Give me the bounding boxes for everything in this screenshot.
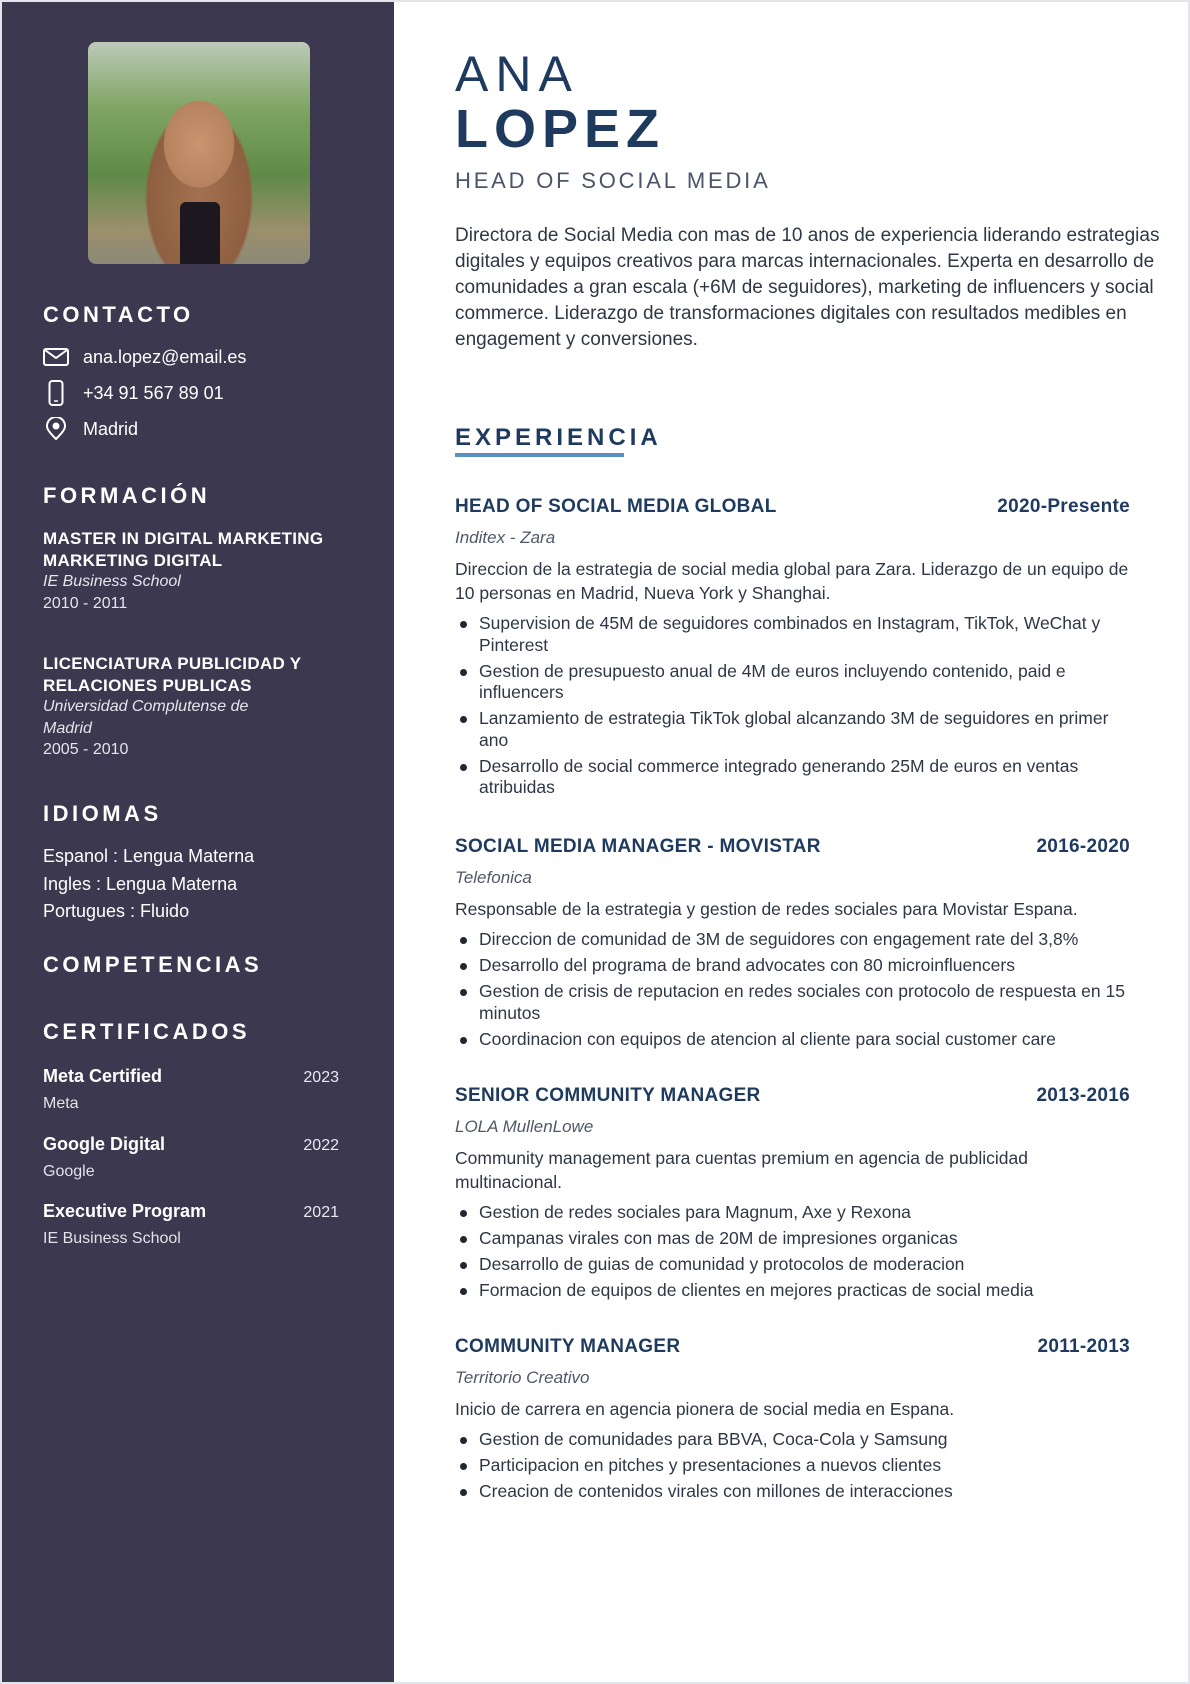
education-item <box>43 653 333 761</box>
company-name: LOLA MullenLowe <box>455 1117 594 1136</box>
achievement-item: Gestion de crisis de reputacion en redes sociales con protocolo de respuesta en 15 minutos <box>455 981 1130 1024</box>
achievement-item: Creacion de contenidos virales con millones de interacciones <box>455 1481 1130 1503</box>
phone-icon <box>42 381 70 405</box>
experience-heading: EXPERIENCIA <box>455 424 662 451</box>
contact-phone <box>42 381 224 405</box>
achievement-item: Desarrollo de social commerce integrado generando 25M de euros en ventas atribuidas <box>455 756 1130 799</box>
sidebar <box>2 2 394 1682</box>
education-heading: FORMACIÓN <box>43 483 211 508</box>
achievement-item: Supervision de 45M de seguidores combinados en Instagram, TikTok, WeChat y Pinterest <box>455 613 1130 656</box>
languages-heading: IDIOMAS <box>43 801 162 826</box>
certificate-year: 2022 <box>303 1137 339 1154</box>
school-name: IE Business School <box>43 573 181 590</box>
certificate-org: Google <box>43 1163 95 1180</box>
language-item: Ingles : Lengua Materna <box>43 873 238 894</box>
achievement-item: Desarrollo de guias de comunidad y protocolos de moderacion <box>455 1254 1130 1276</box>
achievement-list <box>455 929 1130 1050</box>
profile-photo <box>88 42 310 264</box>
experience-item <box>455 1336 1130 1507</box>
job-description: Responsable de la estrategia y gestion de redes sociales para Movistar Espana. <box>455 899 1078 919</box>
certificate-org: IE Business School <box>43 1230 181 1247</box>
job-title: HEAD OF SOCIAL MEDIA GLOBAL <box>455 496 777 517</box>
achievement-item: Direccion de comunidad de 3M de seguidores con engagement rate del 3,8% <box>455 929 1130 951</box>
certificate-year: 2023 <box>303 1069 339 1086</box>
job-role: HEAD OF SOCIAL MEDIA <box>455 168 771 193</box>
experience-item <box>455 496 1130 803</box>
achievement-item: Campanas virales con mas de 20M de impresiones organicas <box>455 1228 1130 1250</box>
education-years: 2005 - 2010 <box>43 741 129 758</box>
heading-underline <box>455 453 624 457</box>
achievement-list <box>455 613 1130 799</box>
location-value: Madrid <box>83 418 139 439</box>
last-name: LOPEZ <box>455 99 666 159</box>
job-description: Community management para cuentas premium en agencia de publicidad multinacional. <box>455 1148 1028 1192</box>
certificate-item <box>43 1201 339 1248</box>
achievement-item: Participacion en pitches y presentaciones a nuevos clientes <box>455 1455 1130 1477</box>
education-item <box>43 528 343 614</box>
certificate-item <box>43 1066 339 1113</box>
contact-heading: CONTACTO <box>43 302 194 327</box>
degree-title: MASTER IN DIGITAL MARKETING MARKETING DIGITAL <box>43 529 324 570</box>
phone-value[interactable]: +34 91 567 89 01 <box>83 382 224 403</box>
achievement-list <box>455 1429 1130 1503</box>
languages-list <box>43 843 254 926</box>
job-description: Inicio de carrera en agencia pionera de social media en Espana. <box>455 1399 955 1419</box>
achievement-item: Lanzamiento de estrategia TikTok global alcanzando 3M de seguidores en primer ano <box>455 708 1130 751</box>
company-name: Telefonica <box>455 868 532 887</box>
job-period: 2016-2020 <box>1036 836 1130 857</box>
job-description: Direccion de la estrategia de social media global para Zara. Liderazgo de un equipo de 10 personas en Madrid, Nueva York y Shanghai. <box>455 559 1129 603</box>
company-name: Inditex - Zara <box>455 528 556 547</box>
job-period: 2011-2013 <box>1037 1336 1130 1357</box>
certificate-item <box>43 1134 339 1181</box>
degree-title: LICENCIATURA PUBLICIDAD Y RELACIONES PUBLICAS <box>43 654 302 695</box>
language-item: Portugues : Fluido <box>43 901 190 921</box>
job-title: SOCIAL MEDIA MANAGER - MOVISTAR <box>455 836 821 857</box>
contact-location <box>42 417 138 441</box>
certificate-org: Meta <box>43 1095 79 1112</box>
job-title: SENIOR COMMUNITY MANAGER <box>455 1085 761 1106</box>
location-icon <box>42 417 70 441</box>
email-value[interactable]: ana.lopez@email.es <box>83 346 247 367</box>
job-title: COMMUNITY MANAGER <box>455 1336 681 1357</box>
experience-item <box>455 836 1130 1055</box>
language-item: Espanol : Lengua Materna <box>43 846 255 866</box>
company-name: Territorio Creativo <box>455 1368 590 1387</box>
contact-email <box>42 345 246 369</box>
profile-summary: Directora de Social Media con mas de 10 anos de experiencia liderando estrategias digitales y equipos creativos para marcas internacionales. Experta en desarrollo de comunidades a gran escala (+6M de seguidores), marketing de influencers y social commerce. Liderazgo de transformaciones digitales con resultados medibles en engagement y conversiones. <box>455 225 1160 350</box>
experience-item <box>455 1085 1130 1306</box>
achievement-item: Desarrollo del programa de brand advocates con 80 microinfluencers <box>455 955 1130 977</box>
certificate-year: 2021 <box>303 1204 339 1221</box>
school-name: Universidad Complutense de Madrid <box>43 698 249 737</box>
first-name: ANA <box>455 46 579 102</box>
education-years: 2010 - 2011 <box>43 594 128 612</box>
mail-icon <box>42 345 70 369</box>
certificate-name: Executive Program <box>43 1201 207 1221</box>
achievement-item: Formacion de equipos de clientes en mejores practicas de social media <box>455 1280 1130 1302</box>
achievement-item: Gestion de redes sociales para Magnum, Axe y Rexona <box>455 1202 1130 1224</box>
job-period: 2020-Presente <box>997 496 1130 517</box>
skills-heading: COMPETENCIAS <box>43 952 263 977</box>
achievement-list <box>455 1202 1130 1302</box>
certificate-name: Meta Certified <box>43 1066 163 1086</box>
achievement-item: Coordinacion con equipos de atencion al cliente para social customer care <box>455 1029 1130 1051</box>
achievement-item: Gestion de comunidades para BBVA, Coca-Cola y Samsung <box>455 1429 1130 1451</box>
job-period: 2013-2016 <box>1036 1085 1130 1106</box>
certificates-heading: CERTIFICADOS <box>43 1019 250 1044</box>
certificate-name: Google Digital <box>43 1134 166 1154</box>
achievement-item: Gestion de presupuesto anual de 4M de euros incluyendo contenido, paid e influencers <box>455 661 1130 704</box>
